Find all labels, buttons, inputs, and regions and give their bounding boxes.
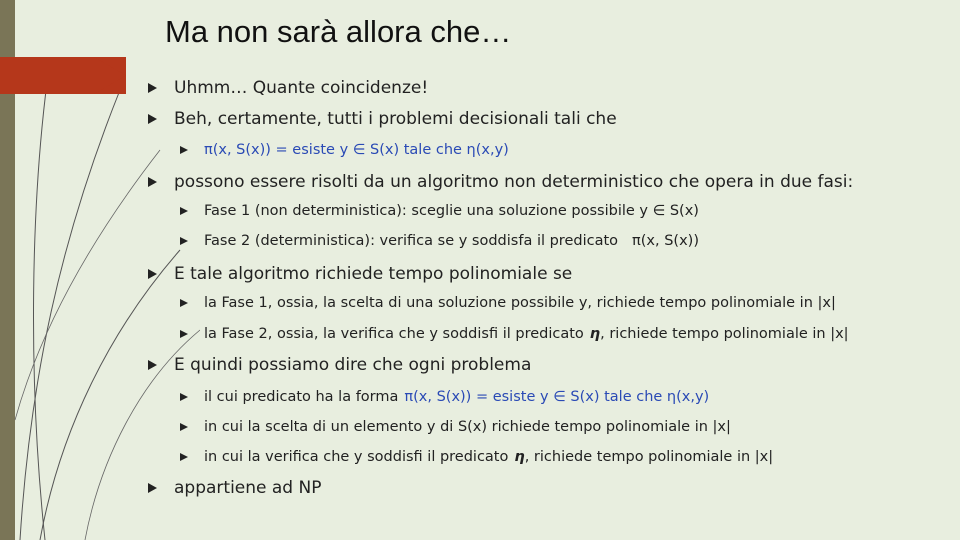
bullet-2-1 bbox=[180, 142, 509, 158]
slide-title: Ma non sarà allora che… bbox=[165, 14, 512, 49]
bullet-arrow-icon bbox=[148, 114, 157, 124]
eta-symbol: η bbox=[589, 326, 601, 342]
formula-text: π(x, S(x)) = esiste y ∈ S(x) tale che η(x,y) bbox=[204, 142, 509, 158]
bullet-text: E quindi possiamo dire che ogni problema bbox=[174, 355, 532, 375]
bullet-text: , richiede tempo polinomiale in |x| bbox=[524, 449, 774, 465]
bullet-arrow-icon bbox=[180, 207, 188, 215]
bullet-text: in cui la scelta di un elemento y di S(x) richiede tempo polinomiale in |x| bbox=[204, 419, 731, 435]
bullet-arrow-icon bbox=[180, 299, 188, 307]
bullet-1 bbox=[148, 78, 428, 98]
bullet-6 bbox=[148, 478, 321, 498]
bullet-3-2 bbox=[180, 233, 699, 249]
bullet-5-1 bbox=[180, 389, 709, 405]
bullet-4-1 bbox=[180, 295, 836, 311]
bullet-arrow-icon bbox=[180, 146, 188, 154]
bullet-text: E tale algoritmo richiede tempo polinomiale se bbox=[174, 264, 573, 284]
formula-text: π(x, S(x)) bbox=[632, 233, 699, 249]
formula-text: π(x, S(x)) = esiste y ∈ S(x) tale che η(x,y) bbox=[404, 389, 710, 405]
bullet-text: in cui la verifica che y soddisfi il predicato bbox=[204, 449, 509, 465]
bullet-3-1 bbox=[180, 203, 699, 219]
bullet-arrow-icon bbox=[180, 423, 188, 431]
bullet-5-3 bbox=[180, 449, 773, 465]
bullet-arrow-icon bbox=[148, 360, 157, 370]
bullet-text: appartiene ad NP bbox=[174, 478, 322, 498]
bullet-arrow-icon bbox=[148, 83, 157, 93]
bullet-4 bbox=[148, 264, 572, 284]
eta-symbol: η bbox=[514, 449, 525, 465]
bullet-text: Beh, certamente, tutti i problemi decisionali tali che bbox=[174, 109, 617, 129]
bullet-5-2 bbox=[180, 419, 731, 435]
bullet-text: la Fase 2, ossia, la verifica che y soddisfi il predicato bbox=[204, 326, 584, 342]
bullet-5 bbox=[148, 355, 531, 375]
bullet-3 bbox=[148, 172, 853, 192]
bullet-arrow-icon bbox=[148, 269, 157, 279]
bullet-text: Fase 2 (deterministica): verifica se y soddisfa il predicato bbox=[204, 233, 619, 249]
bullet-arrow-icon bbox=[180, 237, 188, 245]
bullet-arrow-icon bbox=[148, 177, 157, 187]
bullet-text: possono essere risolti da un algoritmo non deterministico che opera in due fasi: bbox=[174, 172, 854, 192]
bullet-text: Uhmm… Quante coincidenze! bbox=[174, 78, 429, 98]
bullet-text: il cui predicato ha la forma bbox=[204, 389, 399, 405]
bullet-arrow-icon bbox=[180, 393, 188, 401]
bullet-arrow-icon bbox=[180, 330, 188, 338]
bullet-text: Fase 1 (non deterministica): sceglie una soluzione possibile y ∈ S(x) bbox=[204, 203, 699, 219]
bullet-4-2 bbox=[180, 326, 849, 342]
bullet-text: la Fase 1, ossia, la scelta di una soluzione possibile y, richiede tempo polinomiale in |x| bbox=[204, 295, 836, 311]
bullet-2 bbox=[148, 109, 617, 129]
bullet-arrow-icon bbox=[148, 483, 157, 493]
bullet-arrow-icon bbox=[180, 453, 188, 461]
bullet-text: , richiede tempo polinomiale in |x| bbox=[600, 326, 849, 342]
